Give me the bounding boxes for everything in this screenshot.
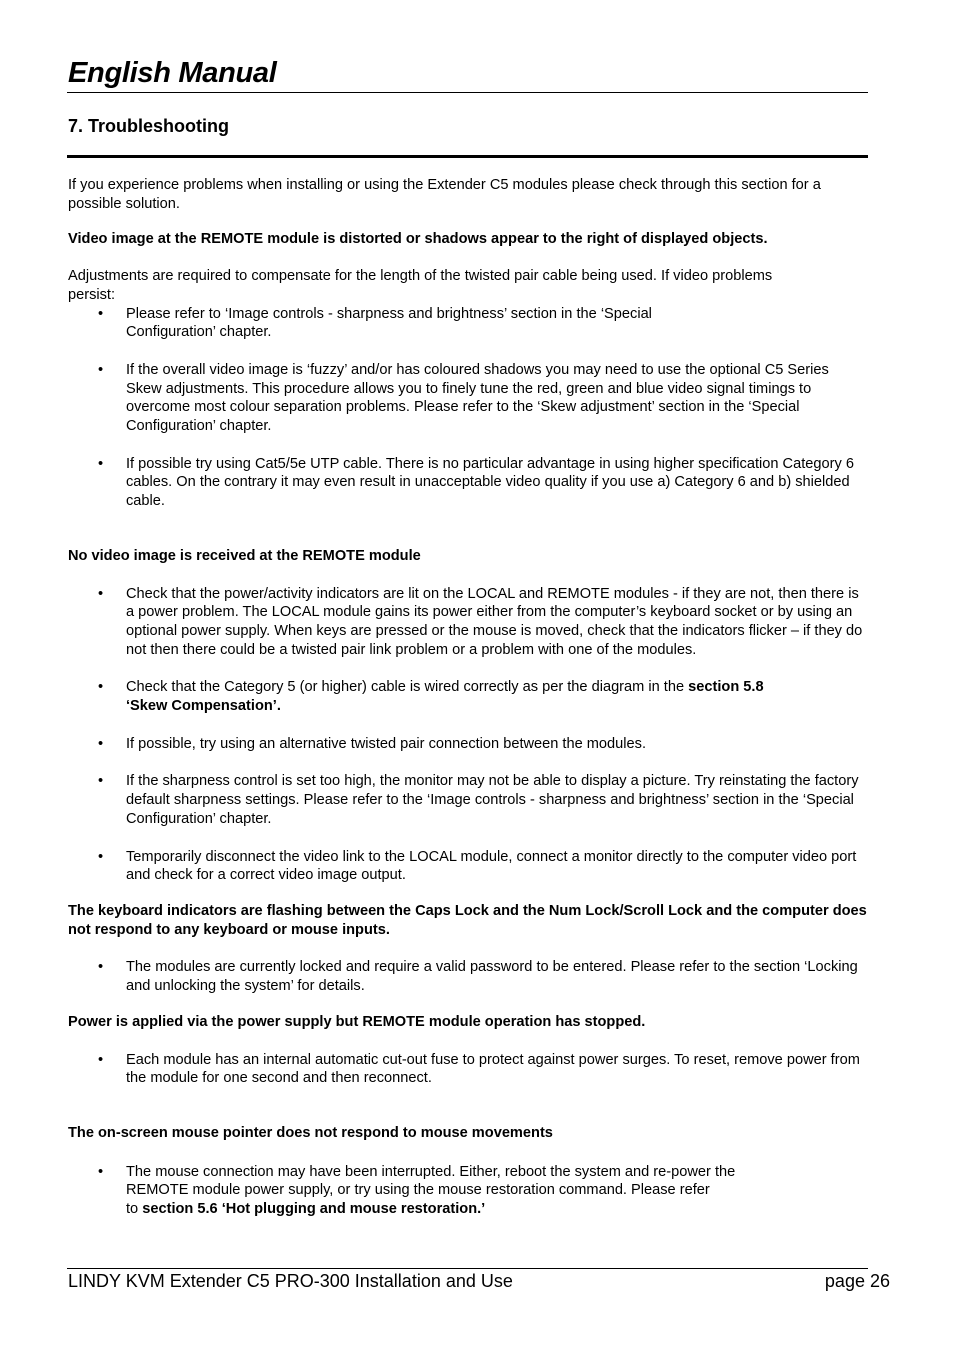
- issue1-bullet2: If the overall video image is ‘fuzzy’ and/or has coloured shadows you may need to use the optional C5 Series Skew adjustments. This procedure allows you to finely tune the red, green and blue video signal timings to overcome most colour separation problems. Please refer to the ‘Skew adjustment’ section in the ‘Special Configuration’ chapter.: [126, 361, 829, 435]
- issue5-bullet1-line2: REMOTE module power supply, or try using the mouse restoration command. Please refer: [126, 1182, 710, 1199]
- issue1-paragraph: [68, 267, 868, 304]
- bullet-icon: •: [98, 455, 104, 472]
- bullet-icon: •: [98, 585, 104, 602]
- issue1-heading: Video image at the REMOTE module is distorted or shadows appear to the right of displayed objects.: [68, 231, 768, 248]
- issue1-bullet3: If possible try using Cat5/5e UTP cable. There is no particular advantage in using higher specification Category 6 cables. On the contrary it may even result in unacceptable video quality if you use a) Category 6 and b) shielded cable.: [126, 455, 854, 510]
- list-item: [68, 585, 868, 660]
- list-item: [68, 848, 868, 885]
- issue5-heading: The on-screen mouse pointer does not respond to mouse movements: [68, 1124, 553, 1141]
- issue1-paragraph-line2: persist:: [68, 286, 116, 303]
- list-item: [68, 455, 868, 511]
- header-rule: [67, 92, 868, 93]
- issue4-list: [68, 1051, 868, 1088]
- bullet-icon: •: [98, 679, 104, 696]
- issue3-list: [68, 958, 868, 995]
- issue2-bullet3: If possible, try using an alternative twisted pair connection between the modules.: [126, 735, 646, 752]
- bullet-icon: •: [98, 1051, 104, 1068]
- list-item: [68, 958, 868, 995]
- bullet-icon: •: [98, 361, 104, 378]
- issue2-bullet1: Check that the power/activity indicators are lit on the LOCAL and REMOTE modules - if they are not, then there is a power problem. The LOCAL module gains its power either from the computer’s keyboard socket or by using an optional power supply. When keys are pressed or the mouse is moved, check that the indicators flicker – if they do not then there could be a twisted pair link problem or a problem with one of the modules.: [126, 585, 863, 658]
- issue5-bullet1-line3: to: [126, 1201, 139, 1218]
- issue1-bullet1-line1: Please refer to ‘Image controls - sharpness and brightness’ section in the ‘Special: [126, 305, 652, 322]
- issue1-list: [68, 305, 868, 511]
- footer-document-title: LINDY KVM Extender C5 PRO-300 Installation and Use: [68, 1271, 513, 1291]
- page-number: page 26: [824, 1271, 890, 1291]
- issue5-bullet1-line1: The mouse connection may have been interrupted. Either, reboot the system and re-power the: [126, 1163, 736, 1180]
- section-rule: [67, 155, 868, 158]
- issue1-bullet1-line2: Configuration’ chapter.: [126, 324, 272, 341]
- bullet-icon: •: [98, 773, 104, 790]
- bullet-icon: •: [98, 1163, 104, 1180]
- issue5-list: [68, 1163, 868, 1219]
- intro-paragraph: If you experience problems when installing or using the Extender C5 modules please check through this section for a possible solution.: [68, 177, 821, 212]
- issue2-heading: No video image is received at the REMOTE module: [68, 547, 421, 564]
- issue4-bullet1: Each module has an internal automatic cut-out fuse to protect against power surges. To reset, remove power from the module for one second and then reconnect.: [126, 1051, 860, 1087]
- list-item: [68, 678, 868, 715]
- bullet-icon: •: [98, 735, 104, 752]
- list-item: [68, 735, 868, 754]
- issue2-bullet2-section-ref: section 5.8: [688, 679, 764, 696]
- section-title: 7. Troubleshooting: [68, 116, 229, 136]
- list-item: [68, 361, 868, 436]
- list-item: [68, 305, 868, 342]
- issue5-section-ref: section 5.6 ‘Hot plugging and mouse restoration.’: [142, 1201, 486, 1218]
- issue2-bullet2-text: Check that the Category 5 (or higher) cable is wired correctly as per the diagram in the: [126, 679, 685, 696]
- issue3-bullet1: The modules are currently locked and require a valid password to be entered. Please refer to the section ‘Locking and unlocking the system’ for details.: [126, 959, 858, 995]
- bullet-icon: •: [98, 959, 104, 976]
- issue2-bullet4: If the sharpness control is set too high, the monitor may not be able to display a picture. Try reinstating the factory default sharpness settings. Please refer to the ‘Image controls - sharpness and brightness’ section in the ‘Special Configuration’ chapter.: [126, 773, 859, 827]
- issue2-bullet5: Temporarily disconnect the video link to the LOCAL module, connect a monitor directly to the computer video port and check for a correct video image output.: [126, 848, 857, 884]
- list-item: [68, 1051, 868, 1088]
- list-item: [68, 1163, 868, 1219]
- page-content: [68, 176, 868, 1219]
- bullet-icon: •: [98, 848, 104, 865]
- issue2-bullet2-section-name: ‘Skew Compensation’.: [126, 698, 281, 715]
- issue4-heading: Power is applied via the power supply but REMOTE module operation has stopped.: [68, 1013, 646, 1030]
- issue2-list: [68, 585, 868, 885]
- issue1-paragraph-line1: Adjustments are required to compensate for the length of the twisted pair cable being used. If video problems: [68, 268, 773, 285]
- issue3-heading: The keyboard indicators are flashing between the Caps Lock and the Num Lock/Scroll Lock and the computer does not respond to any keyboard or mouse inputs.: [68, 902, 867, 938]
- bullet-icon: •: [98, 305, 104, 322]
- list-item: [68, 772, 868, 828]
- manual-title: English Manual: [68, 57, 277, 89]
